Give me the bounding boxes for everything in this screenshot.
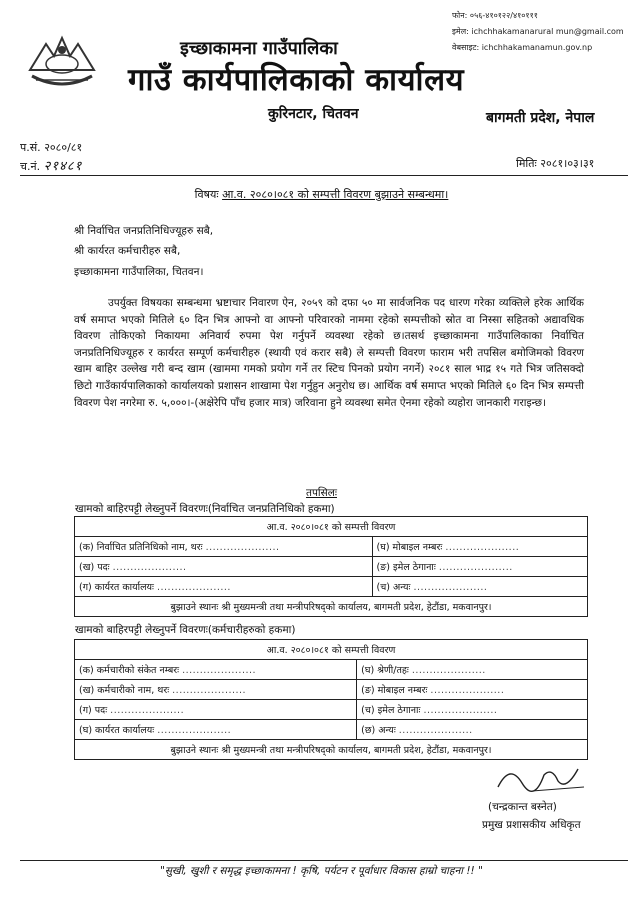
table-row <box>75 680 588 700</box>
table-cell: (क) कर्मचारीको संकेत नम्बरः ..................... <box>75 660 357 680</box>
representative-envelope-table <box>74 516 588 617</box>
employee-envelope-table <box>74 639 588 760</box>
letter-body: उपर्युक्त विषयका सम्बन्धमा भ्रष्टाचार निवारण ऐन, २०५९ को दफा ५० मा सार्वजनिक पद धारण गरेका व्यक्तिले हरेक आर्थिक वर्ष समाप्त भएको मितिले ६० दिन भित्र आफ्नो वा आफ्नो परिवारको नाममा रहेको सम्पत्तीको स्रोत वा निस्सा सहितको अद्यावधिक विवरण तोकिएको निकायमा अनिवार्य रुपमा पेश गर्नुपर्ने व्यवस्था रहेको छ।तसर्थ इच्छाकामना गाउँपालिकाका निर्वाचित जनप्रतिनिधिज्यूहरु र कार्यरत सम्पूर्ण कर्मचारीहरु (स्थायी एवं करार सबै) ले सम्पत्ती विवरण फाराम भरी तपसिल बमोजिमको विवरण खाम बाहिर उल्लेख गरी बन्द खाम (खाममा गमको प्रयोग गर्ने तर स्टिच पिनको प्रयोग नगर्ने) २०८१ साल भाद्र १५ गते भित्र जतिसक्दो छिटो गाउँकार्यपालिकाको कार्यालयको प्रशासन शाखामा पेश गर्नुहुन अनुरोध छ। आर्थिक वर्ष समाप्त भएको मितिले ६० दिन भित्र सम्पत्ती विवरण पेश नगरेमा रु. ५,०००।-(अक्षेरेपि पाँच हजार मात्र) जरिवाना हुने व्यवस्था समेत ऐनमा रहेको व्यहोरा जानकारी गराइन्छ। <box>74 297 584 409</box>
office-location: कुरिनटार, चितवन <box>268 106 359 122</box>
table-cell: (च) अन्यः ..................... <box>372 577 588 597</box>
table-row <box>75 700 588 720</box>
section2-heading: खामको बाहिरपट्टी लेख्नुपर्ने विवरणः(कर्मचारीहरुको हकमा) <box>75 624 296 636</box>
ps-value: २०८०/८१ <box>44 141 83 154</box>
signature-icon <box>492 757 592 797</box>
date-label: मितिः <box>516 157 537 170</box>
date-value: २०८१।०३।३१ <box>540 157 595 170</box>
government-emblem-icon <box>24 30 100 94</box>
table-cell: (च) इमेल ठेगानाः ..................... <box>357 700 588 720</box>
addressee-3: इच्छाकामना गाउँपालिका, चितवन। <box>74 266 204 278</box>
table-cell: (ङ) मोबाइल नम्बरः ..................... <box>357 680 588 700</box>
office-name: गाउँ कार्यपालिकाको कार्यालय <box>128 62 465 98</box>
tapsil-label: तपसिलः <box>305 487 337 499</box>
table-row <box>75 557 588 577</box>
province-label: बागमती प्रदेश, नेपाल <box>486 110 595 126</box>
addressee-1: श्री निर्वाचित जनप्रतिनिधिज्यूहरु सबै, <box>74 225 214 237</box>
table-cell: (घ) श्रेणी/तहः ..................... <box>357 660 588 680</box>
reference-ps <box>20 140 82 155</box>
subject-text: आ.व. २०८०।०८१ को सम्पत्ती विवरण बुझाउने सम्बन्धमा। <box>222 188 449 201</box>
table-cell: (घ) मोबाइल नम्बरः ..................... <box>372 537 588 557</box>
submit-place: बुझाउने स्थानः श्री मुख्यमन्त्री तथा मन्त्रीपरिषद्को कार्यालय, बागमती प्रदेश, हेटौंडा, मकवानपुर। <box>75 597 588 617</box>
addressee-2: श्री कार्यरत कर्मचारीहरु सबै, <box>74 245 181 257</box>
table-row <box>75 660 588 680</box>
table-row <box>75 577 588 597</box>
table-cell: (ख) पदः ..................... <box>75 557 373 577</box>
table-cell: (ग) पदः ..................... <box>75 700 357 720</box>
subject-label: विषयः <box>194 188 219 201</box>
reference-cn <box>20 156 82 174</box>
footer-divider <box>20 860 628 861</box>
cn-value: २१४८१ <box>43 159 83 174</box>
table-cell: (क) निर्वाचित प्रतिनिधिको नाम, थरः ..................... <box>75 537 373 557</box>
section1-heading: खामको बाहिरपट्टी लेख्नुपर्ने विवरणः(निर्वाचित जनप्रतिनिधिको हकमा) <box>75 503 335 515</box>
table-cell: (ख) कर्मचारीको नाम, थरः ..................... <box>75 680 357 700</box>
subject-line <box>0 187 643 202</box>
table-cell: (घ) कार्यरत कार्यालयः ..................... <box>75 720 357 740</box>
table-cell: (ग) कार्यरत कार्यालयः ..................... <box>75 577 373 597</box>
table-title: आ.व. २०८०।०८१ को सम्पत्ती विवरण <box>75 517 588 537</box>
contact-email: इमेल: ichchhakamanarural mun@gmail.com <box>452 27 624 36</box>
table-title: आ.व. २०८०।०८१ को सम्पत्ती विवरण <box>75 640 588 660</box>
letter-date <box>516 156 594 171</box>
table-row <box>75 537 588 557</box>
table-cell: (छ) अन्यः ..................... <box>357 720 588 740</box>
signatory-position: प्रमुख प्रशासकीय अधिकृत <box>482 819 581 831</box>
signatory-name: (चन्द्रकान्त बस्नेत) <box>488 801 557 813</box>
cn-label: च.नं. <box>20 160 41 173</box>
submit-place: बुझाउने स्थानः श्री मुख्यमन्त्री तथा मन्त्रीपरिषद्को कार्यालय, बागमती प्रदेश, हेटौंडा, मकवानपुर। <box>75 740 588 760</box>
contact-phone: फोन: ०५६-४१०१२२/४१०१११ <box>452 11 538 20</box>
ps-label: प.सं. <box>20 141 41 154</box>
footer-slogan: "सुखी, खुशी र समृद्ध इच्छाकामना ! कृषि, पर्यटन र पूर्वाधार विकास हाम्रो चाहना !! " <box>160 865 483 877</box>
table-row <box>75 720 588 740</box>
table-cell: (ङ) इमेल ठेगानाः ..................... <box>372 557 588 577</box>
contact-website: वेबसाइट: ichchhakamanamun.gov.np <box>452 43 593 52</box>
municipality-name: इच्छाकामना गाउँपालिका <box>180 38 338 59</box>
header-divider <box>20 175 628 176</box>
